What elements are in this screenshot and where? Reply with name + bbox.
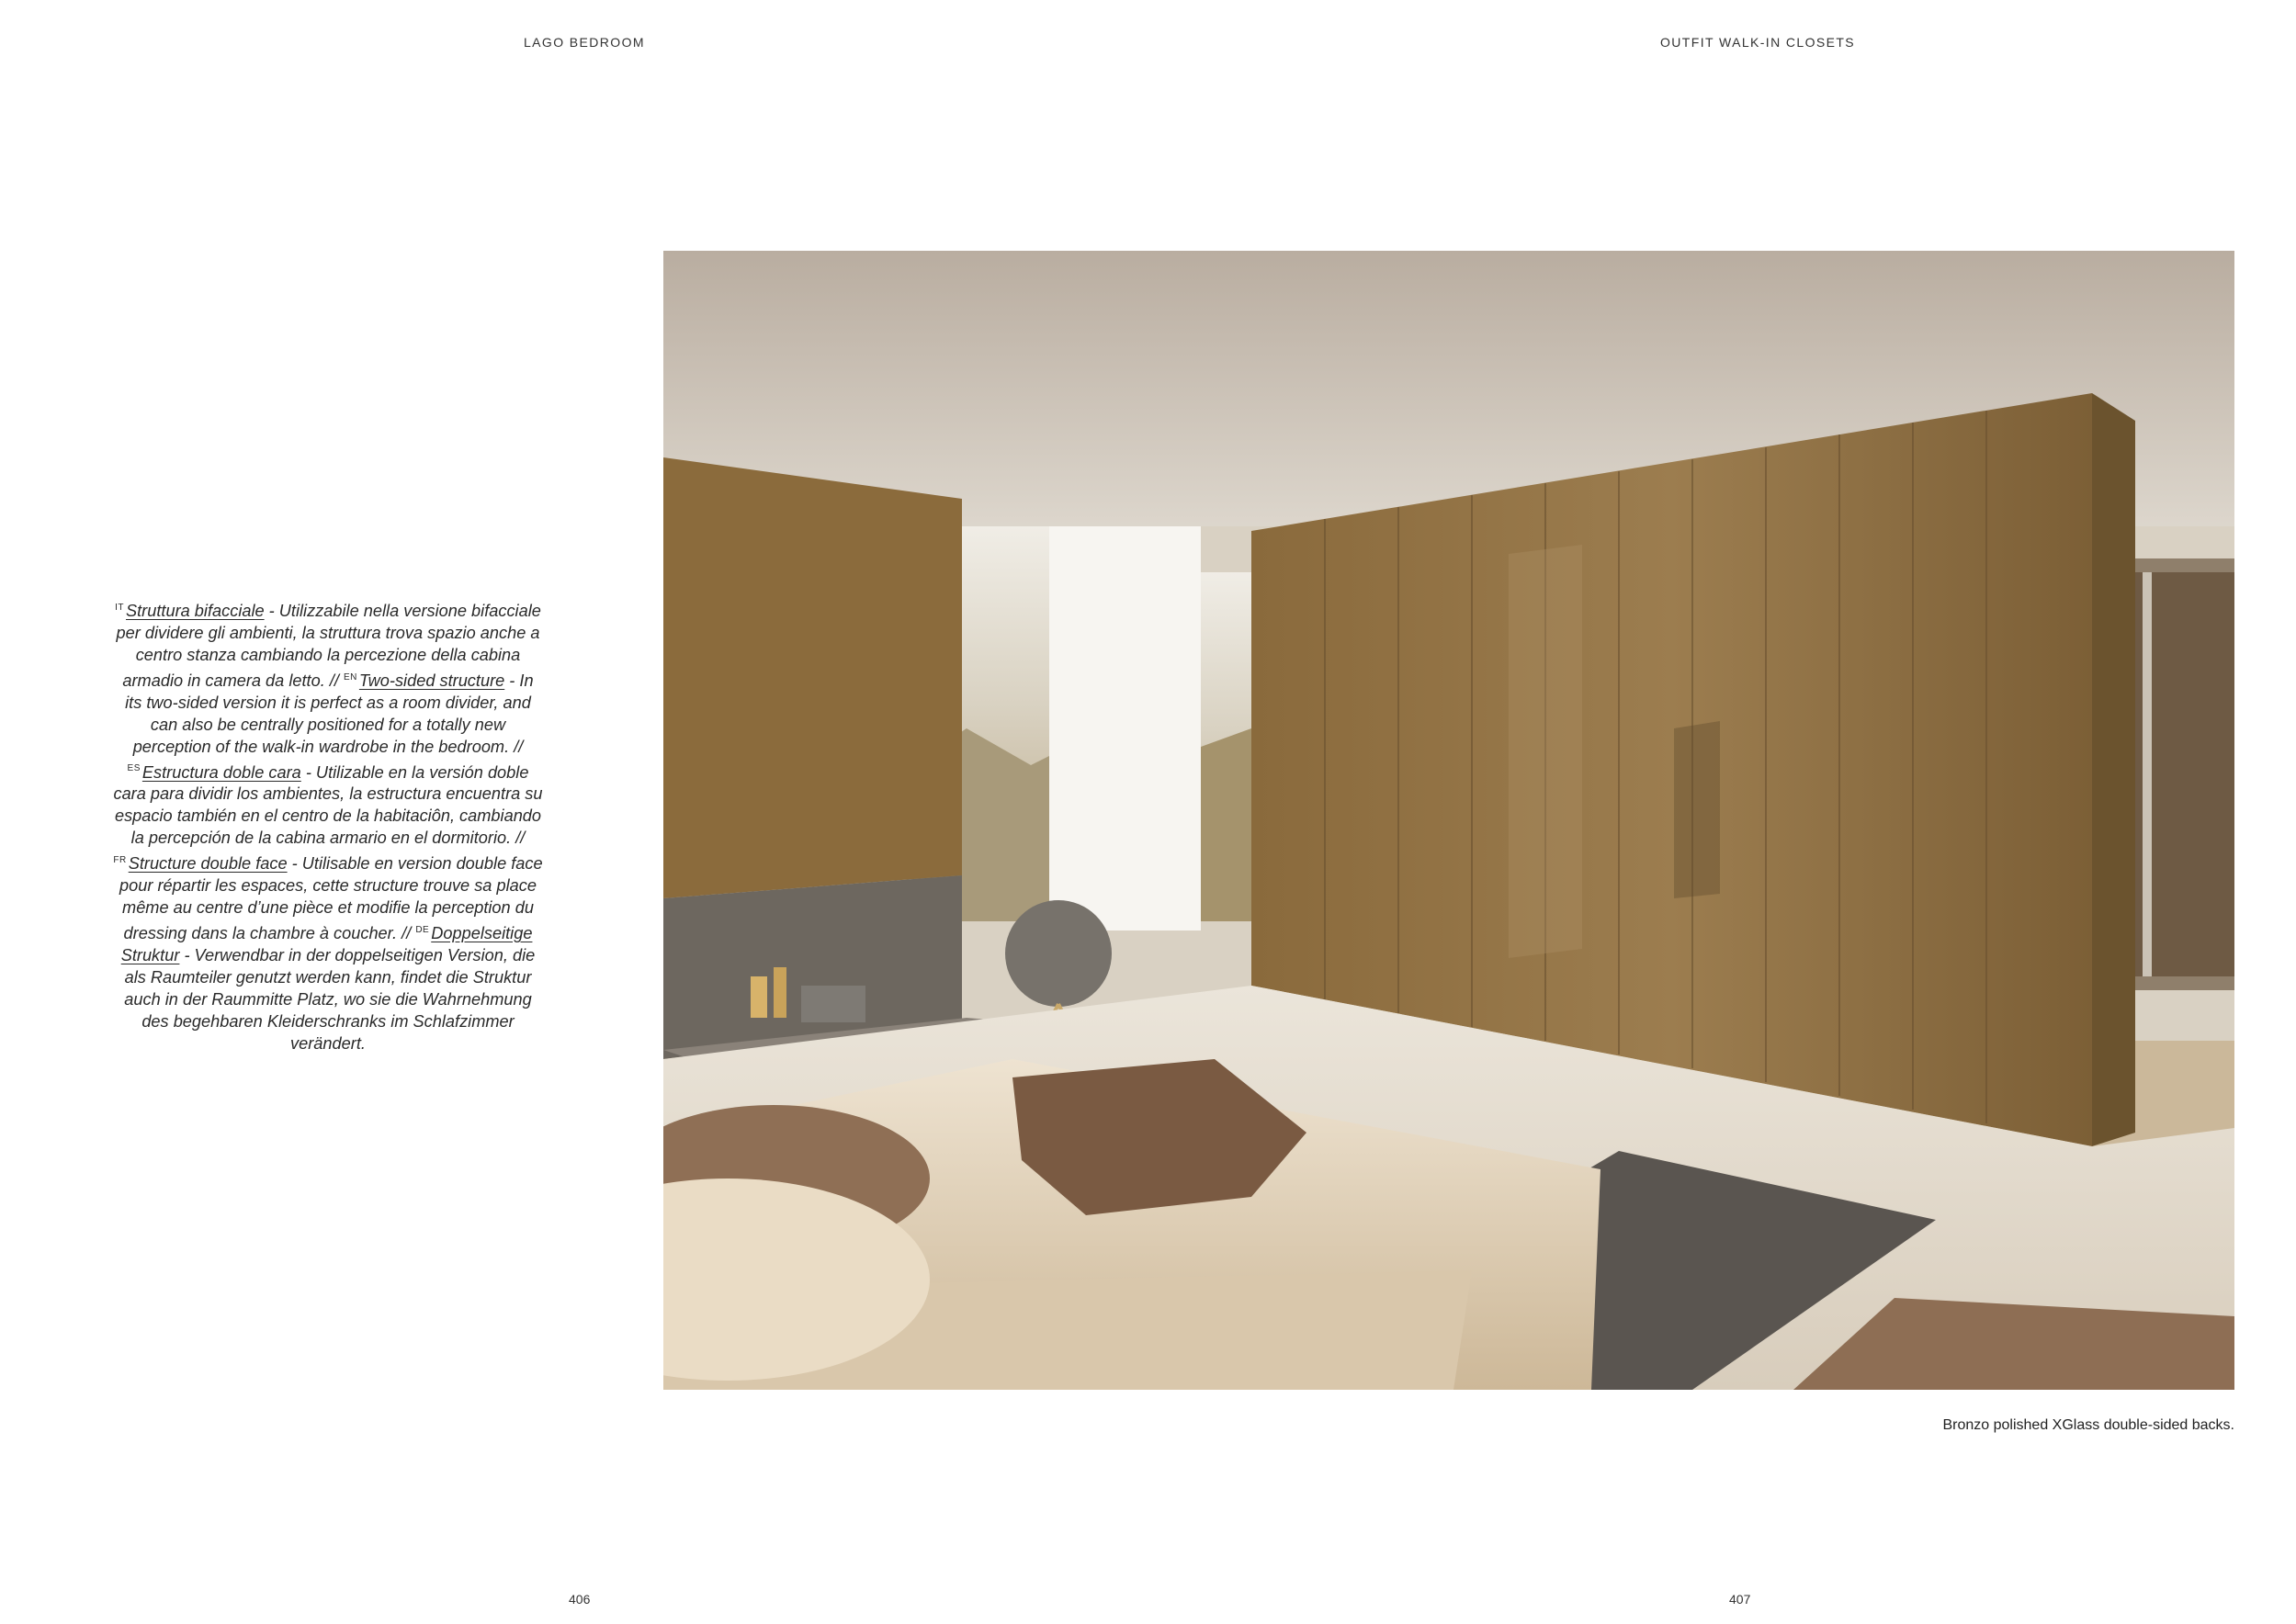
lang-code-de: DE	[415, 924, 430, 935]
text-es: - Utilizable en la versión doble cara para dividir los ambientes, la estructura encuentra su espacio también en el centro de la habitaciôn, cambiando la percepción de la cabina armario en el dormitorio. //	[113, 762, 543, 848]
lang-code-it: IT	[115, 603, 124, 613]
lang-code-en: EN	[343, 671, 357, 682]
page-number-left: 406	[569, 1592, 591, 1607]
gold-vase	[751, 976, 767, 1018]
title-en: Two-sided structure	[358, 671, 505, 690]
text-fr: - Utilisable en version double face pour répartir les espaces, cette structure trouve sa place même au centre d’une pièce et modifie la perception du dressing dans la chambre à coucher. //	[119, 854, 543, 942]
text-it: - Utilizzabile nella versione bifacciale per dividere gli ambienti, la struttura trova spazio anche a centro stanza cambiando la percezione della cabina armadio in camera da letto. //	[116, 602, 541, 690]
round-speaker	[1005, 900, 1112, 1007]
lang-code-fr: FR	[113, 855, 127, 866]
photo-caption: Bronzo polished XGlass double-sided backs.	[1942, 1417, 2234, 1433]
title-fr: Structure double face	[128, 854, 288, 874]
text-de: - Verwendbar in der doppelseitigen Version, die als Raumteiler genutzt werden kann, findet die Struktur auch in der Raummitte Platz, wo sie die Wahrnehmung des begehbaren Kleiderschranks im Schlafzimmer verändert.	[124, 945, 536, 1053]
wardrobe-side	[2092, 393, 2135, 1146]
text-en: - In its two-sided version it is perfect as a room divider, and can also be centrally positioned for a totally new perception of the walk-in wardrobe in the bedroom. //	[125, 671, 534, 756]
title-es: Estructura doble cara	[141, 762, 301, 782]
page-number-right: 407	[1729, 1592, 1751, 1607]
multilingual-description	[112, 597, 544, 1054]
paragraph-es	[113, 763, 542, 848]
bedroom-illustration	[663, 251, 2234, 1390]
title-it: Struttura bifacciale	[126, 602, 265, 621]
right-page-header: OUTFIT WALK-IN CLOSETS	[1660, 35, 1856, 50]
bronze-wall-panel	[663, 457, 962, 898]
lang-code-es: ES	[127, 763, 141, 774]
books	[801, 986, 865, 1022]
left-page-header: LAGO BEDROOM	[524, 35, 645, 50]
curtain	[1049, 526, 1201, 930]
bedroom-photo	[663, 251, 2234, 1390]
title-de: Doppelseitige Struktur	[120, 924, 533, 964]
paragraph-de	[121, 924, 536, 1053]
